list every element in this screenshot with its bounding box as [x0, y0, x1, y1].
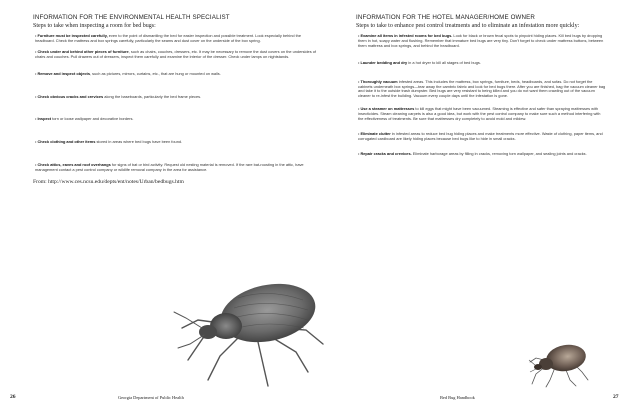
left-column: [33, 14, 316, 185]
left-item: • Remove and inspect objects, such as pictures, mirrors, curtains, etc., that are hung or mounted on walls.: [35, 70, 221, 76]
right-column: [356, 14, 606, 157]
footer-left-text: Georgia Department of Public Health: [118, 395, 184, 400]
left-section-subtitle: Steps to take when inspecting a room for bed bugs:: [33, 23, 156, 29]
right-section-title: INFORMATION FOR THE HOTEL MANAGER/HOME OWNER: [356, 14, 536, 21]
right-item: • Eliminate clutter in infested areas to reduce bed bug hiding places and make treatments more effective. Waste of clothing, paper items, and corrugated cardboard are likely hiding places because bed bugs like to hide in small cracks.: [358, 130, 603, 141]
left-item: • Check obvious cracks and crevices along the baseboards, particularly the bed frame pieces.: [35, 93, 202, 99]
right-item: • Thoroughly vacuum infested areas. This includes the mattress, box springs, furniture, beds, headboards, and sofas. Do not forget the cabinets underneath box springs—tear away the cambric fabric and look for bed bugs there. After you are finished, bag the vacuum cleaner bag and take it to the outside trash dumpster. Bed bugs are very resistant to being killed and you do not want them crawling out of the vacuum cleaner to re-infest the building. Vacuum every couple days until the infestation is gone.: [358, 78, 606, 99]
left-item: • Check under and behind other pieces of furniture, such as chairs, couches, dressers, etc. It may be necessary to remove the dust covers on the undersides of chairs and couches. Pull drawers out of dressers, inspect them carefully and examine the interior of the dresser. Check under lamps on nightstands.: [35, 48, 316, 59]
page-number-right: 27: [613, 394, 619, 400]
bed-bug-large-illustration: [168, 268, 328, 390]
right-item: • Use a steamer on mattresses to kill eggs that might have been vacuumed. Steaming is effective and safer than spraying mattresses with insecticides. Steam cleaning carpets is also a good idea, but work with the pest control company to make sure such a method interfering with the effectiveness of treatments. Be sure that mattresses dry completely to avoid mold and mildew.: [358, 106, 601, 122]
page-number-left: 26: [10, 394, 16, 400]
right-section-subtitle: Steps to take to enhance pest control treatments and to eliminate an infestation more quickly:: [356, 23, 580, 29]
source-url: From: http://www.ces.ncsu.edu/depts/ent/notes/Urban/bedbugs.htm: [33, 179, 184, 186]
left-item: • Inspect torn or loose wallpaper and decorative borders.: [35, 116, 134, 122]
left-item: • Check attics, eaves and roof overhangs for signs of bat or bird activity. Request old nesting material is removed. If the rare bat-roosting in the attic, have management contact a pest control company or wildlife removal company in the area for assistance.: [35, 162, 304, 173]
left-section-title: INFORMATION FOR THE ENVIRONMENTAL HEALTH SPECIALIST: [33, 14, 230, 21]
right-item: • Examine all items in infested rooms for bed bugs. Look for black or brown fecal spots to pinpoint hiding places. Kill bed bugs by dropping them in hot, soapy water and flushing. Remember that immature bed bugs are very tiny. Don't forget to check under mattress buttons, between them mattress and box springs, and behind the headboard.: [358, 33, 604, 48]
footer-right-text: Bed Bug Handbook: [440, 395, 475, 400]
bed-bug-small-illustration: [528, 338, 590, 388]
left-item: • Check clothing and other items stored in areas where bed bugs have been found.: [35, 139, 183, 145]
right-item: • Repair cracks and crevices. Eliminate harborage areas by filling in cracks, removing torn wallpaper, and sealing joints and cracks.: [358, 150, 587, 156]
right-item: • Launder bedding and dry in a hot dryer to kill all stages of bed bugs.: [358, 59, 481, 65]
left-item: • Furniture must be inspected carefully, even to the point of dismantling the bed for easier inspection and possible treatment. Look especially behind the headboard. Check the mattress and box springs carefully, particularly the seams and dust cover on the underside of the box spring.: [35, 33, 302, 43]
